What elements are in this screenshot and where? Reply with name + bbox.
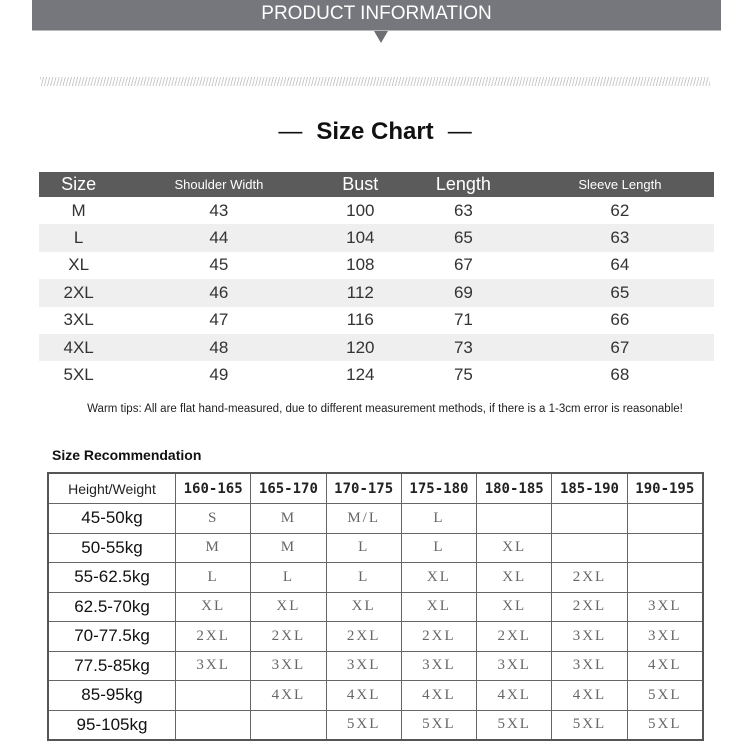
recommended-size-cell: M/L bbox=[326, 504, 401, 534]
recommended-size-cell: 2XL bbox=[477, 622, 552, 652]
header-shoulder-width: Shoulder Width bbox=[118, 172, 319, 197]
recommended-size-cell: XL bbox=[251, 592, 326, 622]
weight-range-label: 45-50kg bbox=[48, 504, 176, 534]
recommended-size-cell: 2XL bbox=[176, 622, 251, 652]
recommended-size-cell: XL bbox=[477, 592, 552, 622]
header-size: Size bbox=[39, 172, 118, 197]
weight-range-label: 50-55kg bbox=[48, 533, 176, 563]
size-chart-header-row bbox=[39, 172, 714, 197]
measurement-cell: 47 bbox=[209, 310, 229, 330]
measurement-cell: 63 bbox=[526, 224, 714, 251]
recommendation-row bbox=[48, 651, 703, 681]
weight-range-label: 55-62.5kg bbox=[48, 563, 176, 593]
recommended-size-cell: 4XL bbox=[477, 681, 552, 711]
size-chart-row bbox=[39, 361, 714, 388]
decorative-hatch-divider bbox=[40, 77, 710, 86]
recommended-size-cell: 2XL bbox=[326, 622, 401, 652]
recommended-size-cell: XL bbox=[401, 563, 476, 593]
recommended-size-cell: 2XL bbox=[401, 622, 476, 652]
measurement-cell: 75 bbox=[453, 365, 473, 385]
recommended-size-cell: 3XL bbox=[251, 651, 326, 681]
recommended-size-cell: 2XL bbox=[552, 592, 627, 622]
recommendation-row bbox=[48, 710, 703, 740]
warm-tips-note: Warm tips: All are flat hand-measured, due to different measurement methods, if there is a 1-3cm error is reasonable! bbox=[87, 403, 683, 415]
recommended-size-cell: 5XL bbox=[326, 710, 401, 740]
weight-range-label: 85-95kg bbox=[48, 681, 176, 711]
size-chart-row bbox=[39, 224, 714, 251]
size-label: L bbox=[39, 224, 118, 251]
measurement-cell: 71 bbox=[453, 310, 473, 330]
banner-pointer-arrow bbox=[374, 31, 388, 43]
measurement-cell: 46 bbox=[118, 279, 319, 306]
size-label: 3XL bbox=[63, 310, 94, 330]
recommendation-row bbox=[48, 622, 703, 652]
size-label: XL bbox=[68, 255, 90, 275]
recommendation-row bbox=[48, 533, 703, 563]
recommended-size-cell: M bbox=[251, 504, 326, 534]
recommended-size-cell: 3XL bbox=[552, 651, 627, 681]
measurement-cell: 43 bbox=[209, 200, 229, 220]
measurement-cell: 64 bbox=[610, 255, 630, 275]
product-information-banner bbox=[32, 0, 721, 31]
measurement-cell: 73 bbox=[401, 334, 526, 361]
size-recommendation-table bbox=[47, 472, 704, 741]
measurement-cell: 67 bbox=[526, 334, 714, 361]
recommended-size-cell: L bbox=[401, 504, 476, 534]
measurement-cell: 65 bbox=[401, 224, 526, 251]
weight-range-label: 62.5-70kg bbox=[48, 592, 176, 622]
measurement-cell: 67 bbox=[453, 255, 473, 275]
size-chart-row bbox=[39, 307, 714, 334]
size-chart-row bbox=[39, 252, 714, 279]
recommended-size-cell: 5XL bbox=[401, 710, 476, 740]
recommended-size-cell: 2XL bbox=[552, 563, 627, 593]
measurement-cell: 45 bbox=[209, 255, 229, 275]
measurement-cell: 66 bbox=[610, 310, 630, 330]
recommended-size-cell: XL bbox=[477, 533, 552, 563]
size-chart-row bbox=[39, 279, 714, 306]
recommended-size-cell bbox=[627, 504, 703, 534]
recommended-size-cell: 4XL bbox=[627, 651, 703, 681]
measurement-cell: 68 bbox=[610, 365, 630, 385]
recommended-size-cell: S bbox=[176, 504, 251, 534]
measurement-cell: 65 bbox=[526, 279, 714, 306]
measurement-cell: 116 bbox=[346, 310, 374, 330]
recommended-size-cell: L bbox=[326, 563, 401, 593]
measurement-cell: 44 bbox=[118, 224, 319, 251]
measurement-cell: 49 bbox=[209, 365, 229, 385]
recommended-size-cell: 3XL bbox=[552, 622, 627, 652]
measurement-cell: 104 bbox=[320, 224, 402, 251]
measurement-cell: 63 bbox=[453, 200, 473, 220]
recommendation-header-row bbox=[48, 473, 703, 504]
recommended-size-cell bbox=[627, 563, 703, 593]
recommended-size-cell: M bbox=[251, 533, 326, 563]
recommended-size-cell: 3XL bbox=[627, 592, 703, 622]
header-height-range: 160-165 bbox=[176, 473, 251, 504]
measurement-cell: 69 bbox=[401, 279, 526, 306]
header-height-range: 165-170 bbox=[251, 473, 326, 504]
measurement-cell: 100 bbox=[346, 200, 375, 220]
recommended-size-cell: 2XL bbox=[251, 622, 326, 652]
header-height-range: 170-175 bbox=[326, 473, 401, 504]
recommended-size-cell: XL bbox=[176, 592, 251, 622]
recommended-size-cell bbox=[552, 504, 627, 534]
recommended-size-cell bbox=[176, 681, 251, 711]
recommended-size-cell: 3XL bbox=[627, 622, 703, 652]
recommendation-row bbox=[48, 681, 703, 711]
header-height-range: 175-180 bbox=[401, 473, 476, 504]
recommended-size-cell: 4XL bbox=[552, 681, 627, 711]
recommended-size-cell: M bbox=[176, 533, 251, 563]
header-height-range: 190-195 bbox=[627, 473, 703, 504]
recommended-size-cell: XL bbox=[326, 592, 401, 622]
weight-range-label: 77.5-85kg bbox=[48, 651, 176, 681]
measurement-cell: 124 bbox=[346, 365, 375, 385]
size-label: 4XL bbox=[39, 334, 118, 361]
recommended-size-cell: 4XL bbox=[251, 681, 326, 711]
header-height-range: 180-185 bbox=[477, 473, 552, 504]
weight-range-label: 70-77.5kg bbox=[48, 622, 176, 652]
recommended-size-cell: XL bbox=[477, 563, 552, 593]
recommended-size-cell: L bbox=[326, 533, 401, 563]
recommended-size-cell: XL bbox=[401, 592, 476, 622]
recommended-size-cell: 3XL bbox=[477, 651, 552, 681]
measurement-cell: 120 bbox=[320, 334, 402, 361]
recommendation-row bbox=[48, 563, 703, 593]
recommended-size-cell: 5XL bbox=[627, 710, 703, 740]
recommended-size-cell: 3XL bbox=[401, 651, 476, 681]
weight-range-label: 95-105kg bbox=[48, 710, 176, 740]
size-recommendation-title: Size Recommendation bbox=[52, 447, 202, 463]
measurement-cell: 62 bbox=[610, 200, 630, 220]
recommended-size-cell: 4XL bbox=[401, 681, 476, 711]
recommended-size-cell: 5XL bbox=[627, 681, 703, 711]
measurement-cell: 112 bbox=[320, 279, 402, 306]
recommended-size-cell: 3XL bbox=[176, 651, 251, 681]
recommended-size-cell: L bbox=[176, 563, 251, 593]
measurement-cell: 48 bbox=[118, 334, 319, 361]
size-label: 2XL bbox=[39, 279, 118, 306]
header-height-weight: Height/Weight bbox=[48, 473, 176, 504]
recommended-size-cell: 3XL bbox=[326, 651, 401, 681]
size-chart-table bbox=[39, 172, 714, 389]
header-sleeve-length: Sleeve Length bbox=[526, 172, 714, 197]
recommended-size-cell: 4XL bbox=[326, 681, 401, 711]
measurement-cell: 108 bbox=[346, 255, 375, 275]
recommended-size-cell bbox=[477, 504, 552, 534]
size-label: 5XL bbox=[63, 365, 94, 385]
recommended-size-cell: L bbox=[401, 533, 476, 563]
recommended-size-cell bbox=[176, 710, 251, 740]
recommended-size-cell: L bbox=[251, 563, 326, 593]
size-label: M bbox=[71, 200, 86, 220]
recommended-size-cell: 5XL bbox=[477, 710, 552, 740]
size-chart-row bbox=[39, 197, 714, 224]
recommended-size-cell bbox=[552, 533, 627, 563]
header-length: Length bbox=[401, 172, 526, 197]
recommended-size-cell bbox=[251, 710, 326, 740]
size-chart-row bbox=[39, 334, 714, 361]
recommended-size-cell: 5XL bbox=[552, 710, 627, 740]
header-bust: Bust bbox=[320, 172, 402, 197]
recommendation-row bbox=[48, 504, 703, 534]
size-chart-title: — Size Chart — bbox=[278, 118, 472, 145]
banner-title: PRODUCT INFORMATION bbox=[261, 3, 492, 24]
header-height-range: 185-190 bbox=[552, 473, 627, 504]
recommendation-row bbox=[48, 592, 703, 622]
recommended-size-cell bbox=[627, 533, 703, 563]
